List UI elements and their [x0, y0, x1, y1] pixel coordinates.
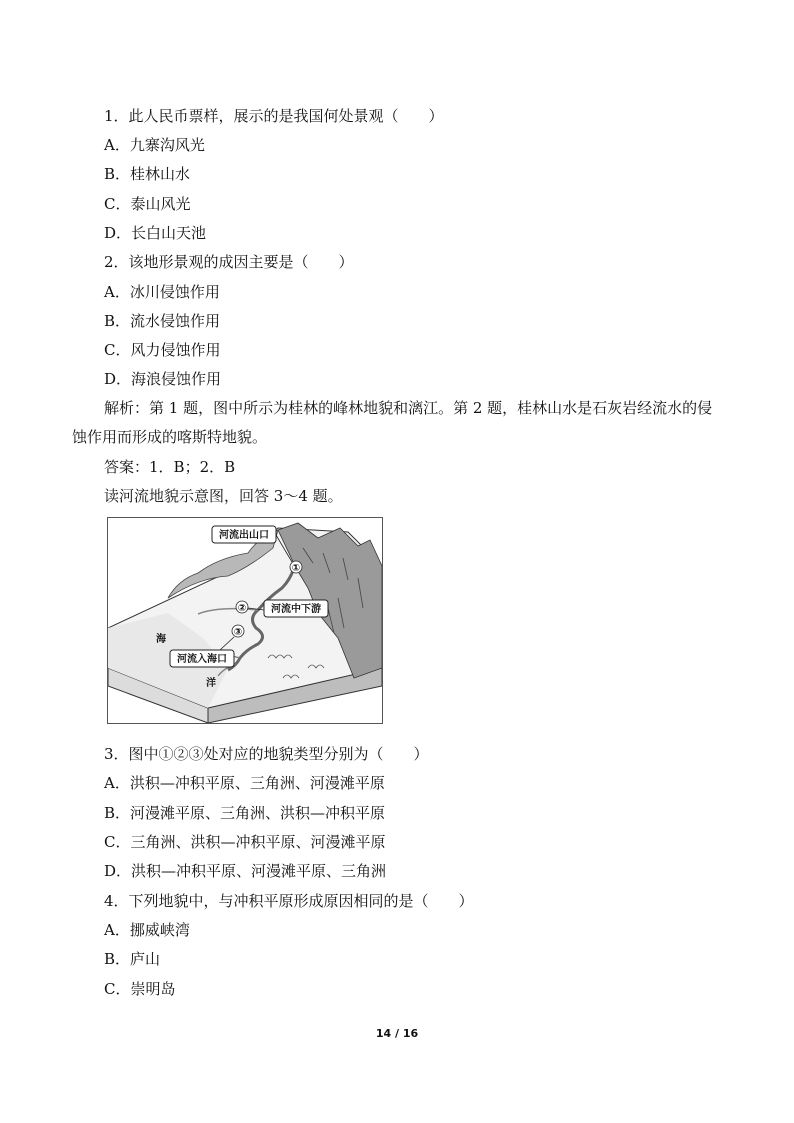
page-number: 14 / 16: [375, 1027, 419, 1040]
river-landform-figure: [107, 517, 383, 724]
q2-option-b: B．流水侵蚀作用: [104, 312, 221, 330]
q4-option-a: A．挪威峡湾: [104, 921, 190, 939]
q2-option-a: A．冰川侵蚀作用: [104, 283, 220, 301]
marker-2: ②: [237, 603, 247, 614]
q1-stem: 1．此人民币票样，展示的是我国何处景观（ ）: [104, 107, 444, 125]
marker-3: ③: [233, 627, 243, 638]
q3-option-a: A．洪积—冲积平原、三角洲、河漫滩平原: [104, 774, 385, 792]
q3-option-c: C．三角洲、洪积—冲积平原、河漫滩平原: [104, 833, 386, 851]
marker-1: ①: [291, 563, 301, 574]
q4-option-c: C．崇明岛: [104, 980, 176, 998]
q3-stem: 3．图中①②③处对应的地貌类型分别为（ ）: [104, 745, 429, 763]
q1-option-c: C．泰山风光: [104, 195, 191, 213]
label-river-mouth: 河流入海口: [177, 654, 227, 665]
q3-option-b: B．河漫滩平原、三角洲、洪积—冲积平原: [104, 804, 386, 822]
q2-option-c: C．风力侵蚀作用: [104, 341, 221, 359]
label-sea: 海: [156, 634, 166, 645]
analysis-text: 解析：第 1 题，图中所示为桂林的峰林地貌和漓江。第 2 题，桂林山水是石灰岩经流水的侵蚀作用而形成的喀斯特地貌。: [72, 399, 713, 446]
q4-stem: 4．下列地貌中，与冲积平原形成原因相同的是（ ）: [104, 892, 474, 910]
q2-stem: 2．该地形景观的成因主要是（ ）: [104, 253, 354, 271]
q1-option-d: D．长白山天池: [104, 224, 207, 242]
label-river-middle: 河流中下游: [271, 604, 321, 615]
answer-text: 答案：1．B；2．B: [104, 458, 236, 476]
q1-option-a: A．九寨沟风光: [104, 136, 205, 154]
q4-option-b: B．庐山: [104, 950, 161, 968]
label-ocean: 洋: [206, 678, 216, 689]
intro-text: 读河流地貌示意图，回答 3～4 题。: [104, 487, 343, 505]
q2-option-d: D．海浪侵蚀作用: [104, 370, 222, 388]
q1-option-b: B．桂林山水: [104, 165, 191, 183]
label-river-outlet: 河流出山口: [219, 530, 269, 541]
q3-option-d: D．洪积—冲积平原、河漫滩平原、三角洲: [104, 862, 387, 880]
